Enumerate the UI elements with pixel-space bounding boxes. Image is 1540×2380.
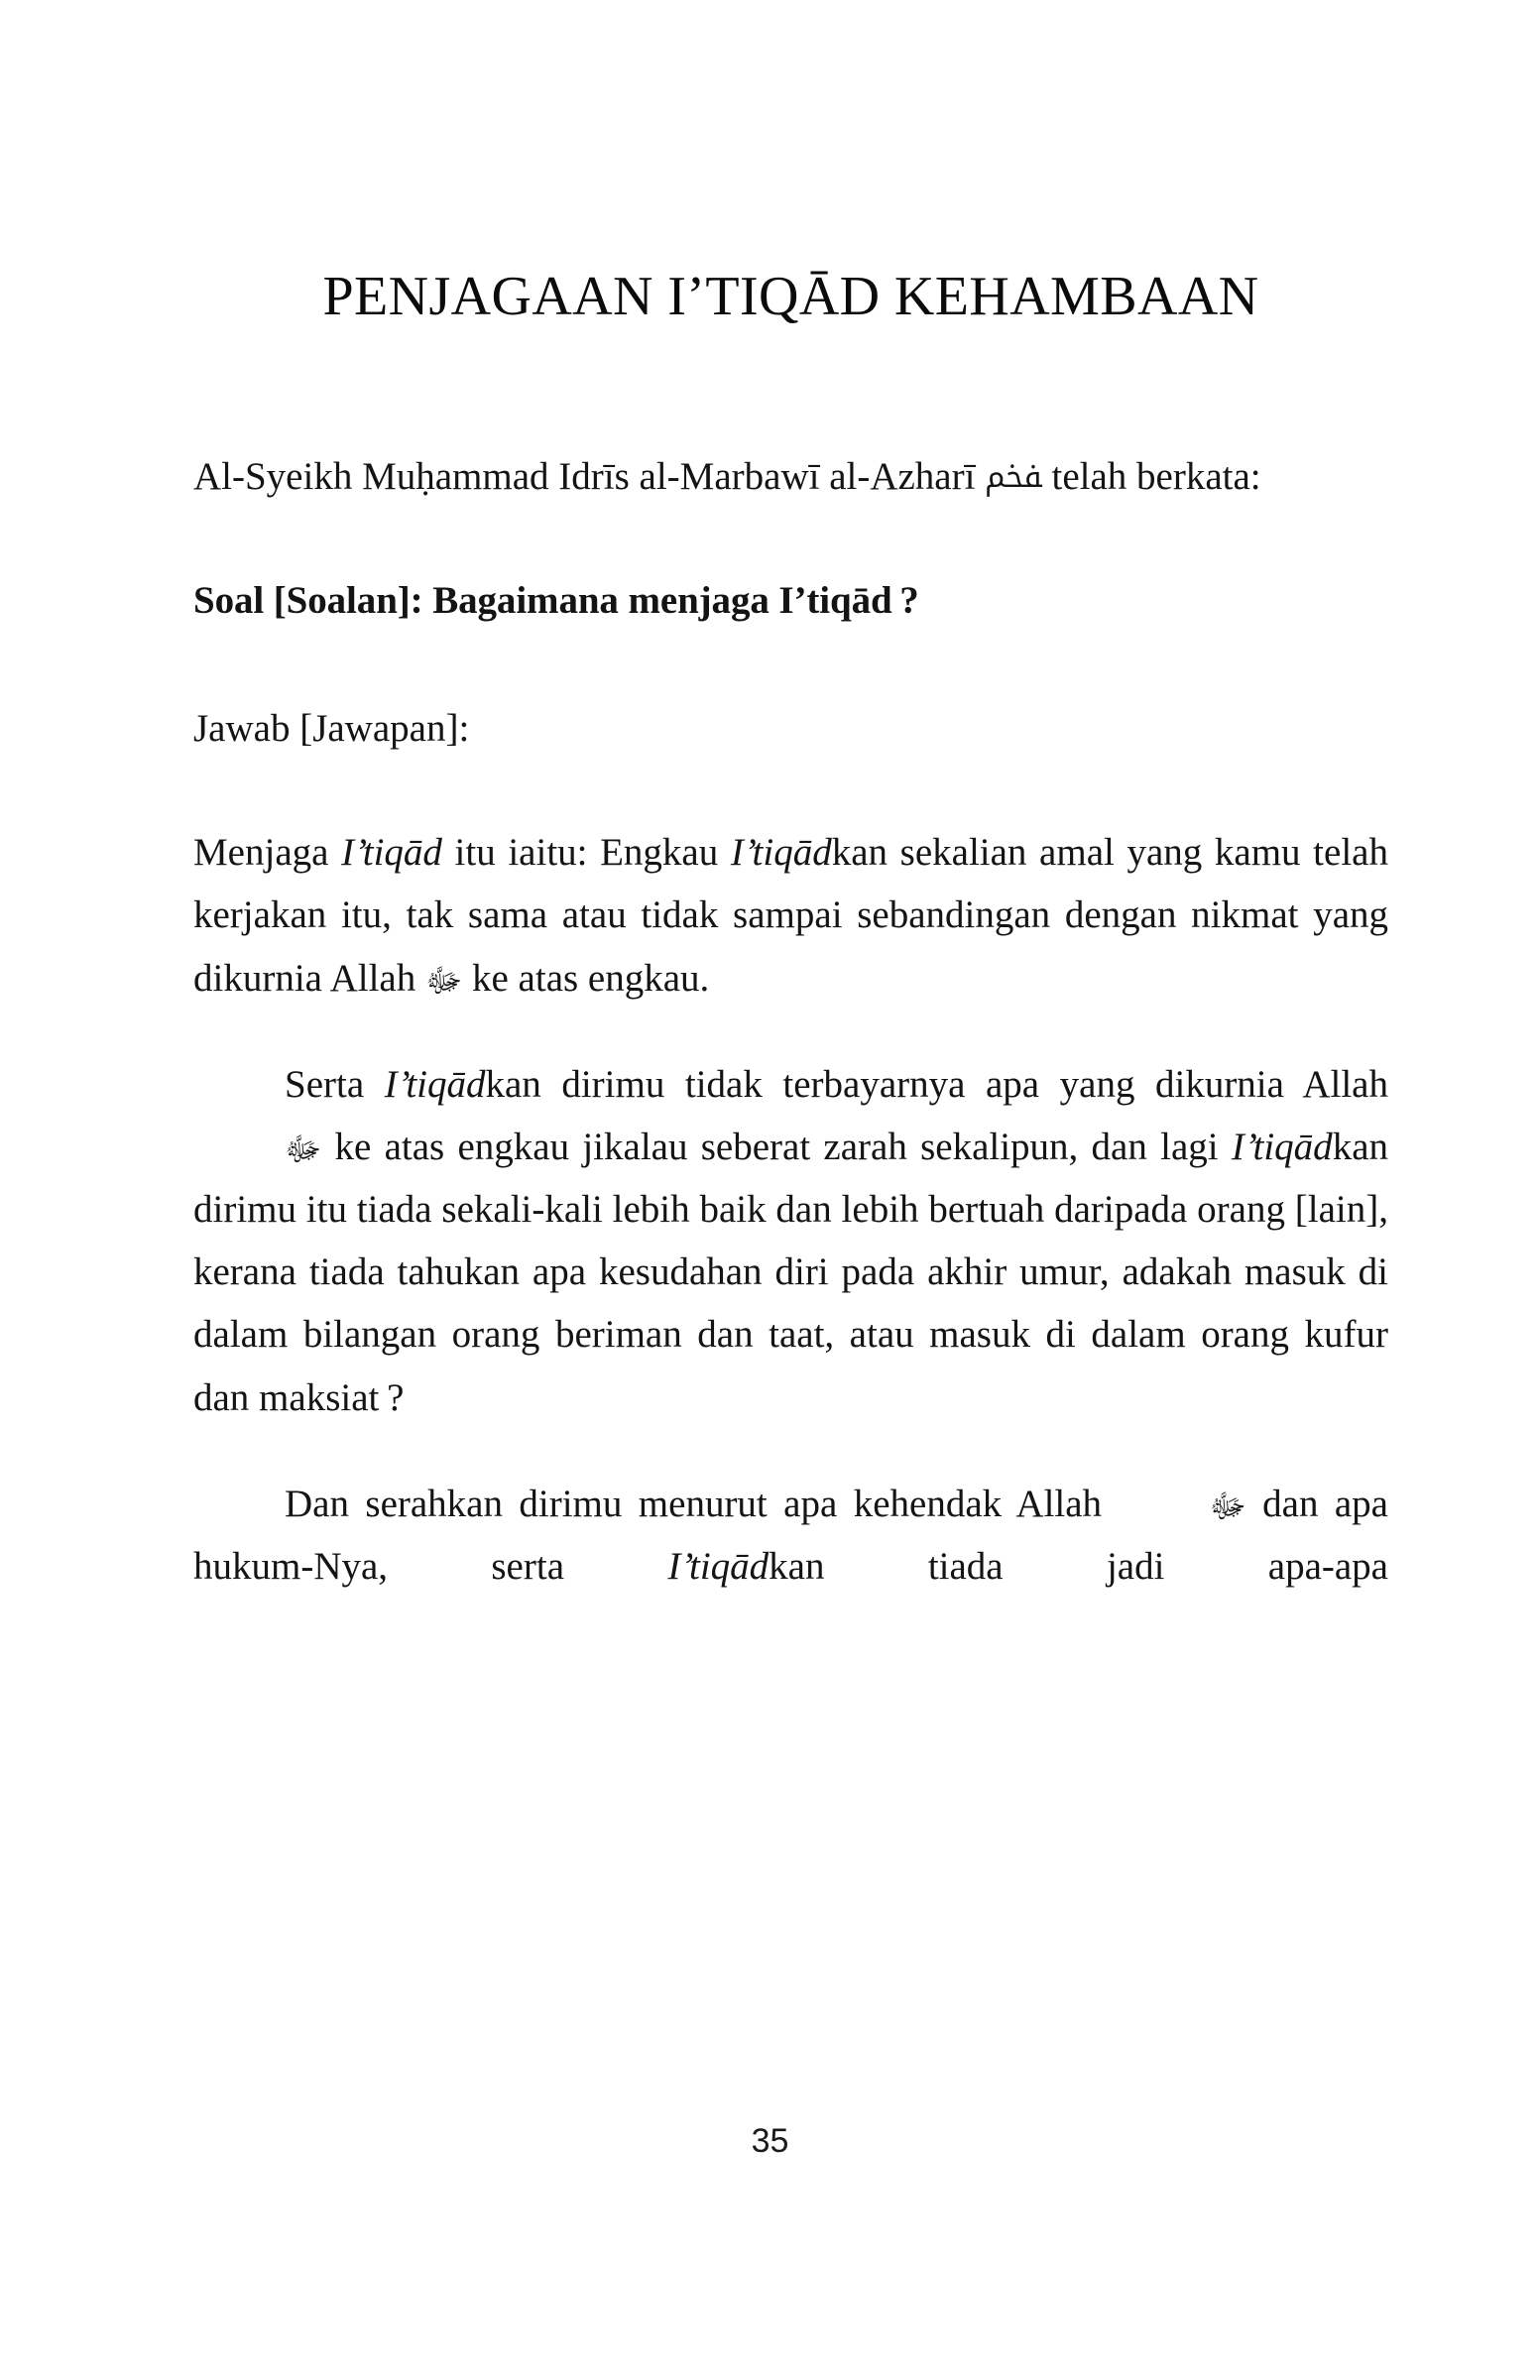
body2-segment-4: kan dirimu itu tiada sekali-kali lebih baik dan lebih bertuah daripada orang [lain], kerana tiada tahukan apa kesudahan diri pada akhir umur, adakah masuk di dalam bilangan orang beriman dan taat, atau masuk di dalam orang kufur dan maksiat ? <box>193 1125 1388 1419</box>
body3-segment-2: dan apa hukum-Nya, serta <box>193 1482 1388 1588</box>
body1-segment-4: ke atas engkau. <box>462 956 710 1000</box>
attribution-text-before: Al-Syeikh Muḥammad Idrīs al-Marbawī al-Azharī <box>193 454 986 498</box>
question-paragraph: Soal [Soalan]: Bagaimana menjaga I’tiqād ? <box>193 578 919 622</box>
body3-segment-3: kan tiada jadi apa-apa <box>769 1544 1388 1588</box>
body-paragraph-1 <box>193 821 1388 1010</box>
answer-label-paragraph: Jawab [Jawapan]: <box>193 707 470 751</box>
page-title: PENJAGAAN I’TIQĀD KEHAMBAAN <box>322 266 1259 327</box>
body-paragraph-3 <box>193 1473 1388 1598</box>
page-number: 35 <box>751 2122 789 2160</box>
body2-segment-2: kan dirimu tidak terbayarnya apa yang dikurnia Allah <box>485 1062 1388 1106</box>
subhanahu-wa-taala-honorific-glyph: ﷻ <box>285 1129 322 1168</box>
body2-italic-itiqad-2: I’tiqād <box>1231 1125 1333 1168</box>
body1-segment-3: kan sekalian amal yang kamu telah kerjakan itu, tak sama atau tidak sampai sebandingan dengan nikmat yang dikurnia Allah <box>193 831 1388 1000</box>
subhanahu-wa-taala-honorific-glyph: ﷻ <box>424 960 463 1000</box>
subhanahu-wa-taala-honorific-glyph: ﷻ <box>1209 1486 1246 1525</box>
body2-segment-1: Serta <box>285 1062 385 1106</box>
body1-segment-2: itu iaitu: Engkau <box>441 831 731 875</box>
attribution-text-after: telah berkata: <box>1041 454 1261 498</box>
body1-italic-itiqad-1: I’tiqād <box>341 831 442 875</box>
body2-segment-3: ke atas engkau jikalau seberat zarah sekalipun, dan lagi <box>321 1125 1232 1168</box>
body3-italic-itiqad-1: I’tiqād <box>667 1544 770 1588</box>
body2-italic-itiqad-1: I’tiqād <box>384 1062 486 1106</box>
page-text-block <box>193 0 1388 1598</box>
body1-italic-itiqad-2: I’tiqād <box>730 831 832 875</box>
body3-segment-1: Dan serahkan dirimu menurut apa kehendak Allah <box>285 1482 1119 1525</box>
body1-segment-1: Menjaga <box>193 831 342 875</box>
attribution-paragraph <box>193 445 1388 508</box>
rahimahullah-honorific-glyph: ﵼ <box>985 458 1042 495</box>
body-paragraph-2 <box>193 1053 1388 1429</box>
